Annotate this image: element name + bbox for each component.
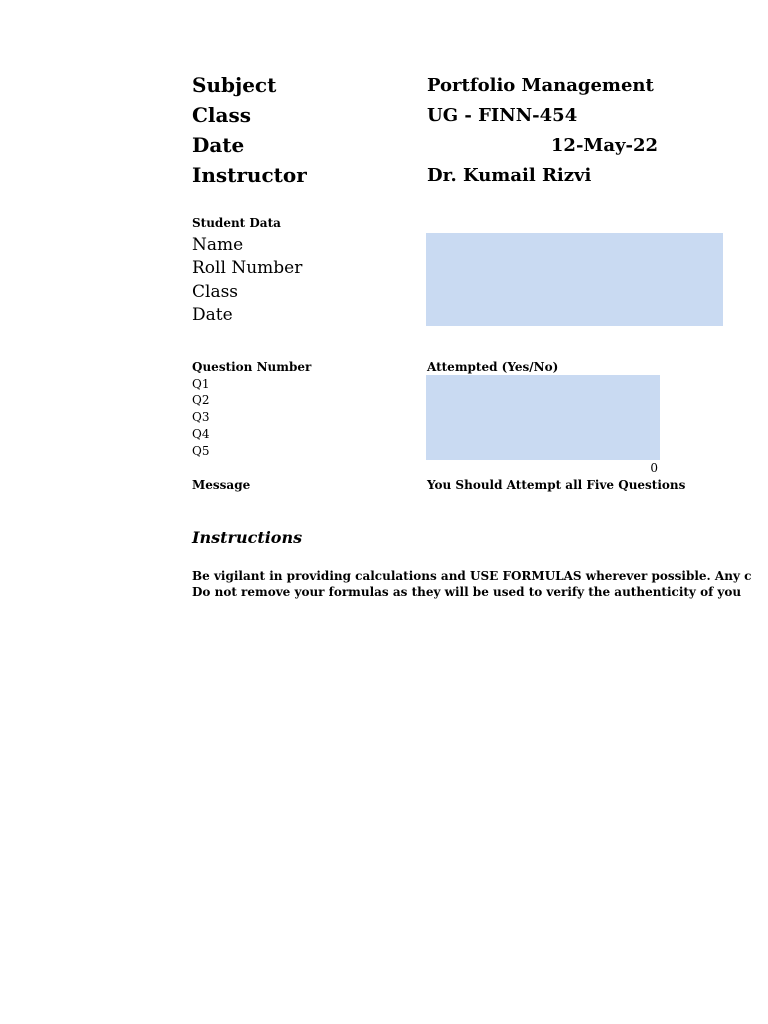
- field-label-name: Name: [192, 235, 244, 255]
- date-label: Date: [192, 133, 245, 157]
- attempted-input-area[interactable]: [426, 375, 660, 460]
- subject-value: Portfolio Management: [427, 75, 654, 96]
- date-value: 12-May-22: [550, 135, 658, 156]
- field-label-class: Class: [192, 282, 239, 302]
- student-data-title: Student Data: [192, 216, 281, 230]
- instructions-title: Instructions: [192, 528, 303, 547]
- field-label-roll-number: Roll Number: [192, 258, 303, 278]
- question-number-header: Question Number: [192, 360, 312, 374]
- class-value: UG - FINN-454: [427, 105, 578, 126]
- subject-label: Subject: [192, 73, 277, 97]
- question-q3: Q3: [192, 410, 210, 424]
- message-value: You Should Attempt all Five Questions: [427, 478, 686, 492]
- question-q1: Q1: [192, 377, 210, 391]
- instructor-value: Dr. Kumail Rizvi: [427, 165, 592, 186]
- field-label-date: Date: [192, 305, 233, 325]
- instructions-line-1: Be vigilant in providing calculations and USE FORMULAS wherever possible. Any c: [192, 569, 752, 583]
- message-label: Message: [192, 478, 251, 492]
- question-q5: Q5: [192, 444, 210, 458]
- attempted-header: Attempted (Yes/No): [427, 360, 559, 374]
- attempt-count: 0: [650, 461, 658, 475]
- question-q2: Q2: [192, 393, 210, 407]
- student-data-input-area[interactable]: [426, 233, 723, 326]
- question-q4: Q4: [192, 427, 210, 441]
- instructions-line-2: Do not remove your formulas as they will be used to verify the authenticity of you: [192, 585, 742, 599]
- instructor-label: Instructor: [192, 163, 307, 187]
- class-label: Class: [192, 103, 251, 127]
